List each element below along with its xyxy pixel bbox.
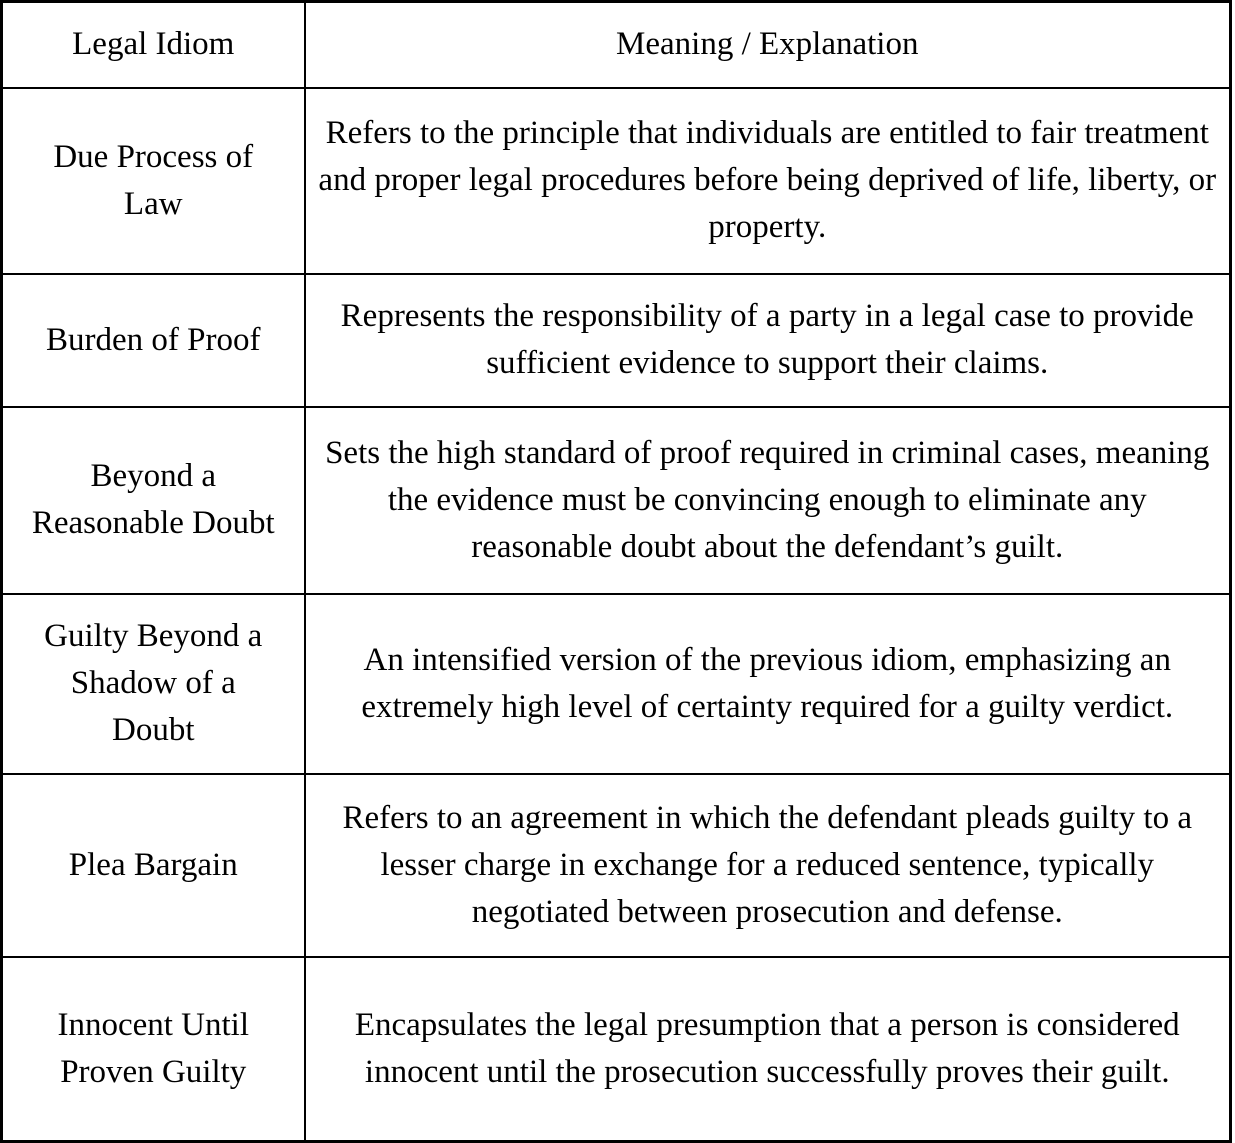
table-header	[2, 2, 1231, 88]
idiom-cell: Innocent Until Proven Guilty	[2, 957, 305, 1142]
idiom-cell: Guilty Beyond a Shadow of a Doubt	[2, 594, 305, 774]
table-row	[2, 88, 1231, 274]
table-row	[2, 957, 1231, 1142]
idiom-cell: Plea Bargain	[2, 774, 305, 957]
table-row	[2, 594, 1231, 774]
meaning-cell: Encapsulates the legal presumption that a person is considered innocent until the prosecution successfully proves their guilt.	[305, 957, 1231, 1142]
meaning-cell: Represents the responsibility of a party in a legal case to provide sufficient evidence to support their claims.	[305, 274, 1231, 407]
idiom-cell: Beyond a Reasonable Doubt	[2, 407, 305, 594]
table-row	[2, 274, 1231, 407]
table-body	[2, 88, 1231, 1142]
column-header-legal-idiom: Legal Idiom	[2, 2, 305, 88]
meaning-cell: Refers to the principle that individuals are entitled to fair treatment and proper legal procedures before being deprived of life, liberty, or property.	[305, 88, 1231, 274]
table-row	[2, 774, 1231, 957]
meaning-cell: Refers to an agreement in which the defendant pleads guilty to a lesser charge in exchange for a reduced sentence, typically negotiated between prosecution and defense.	[305, 774, 1231, 957]
meaning-cell: An intensified version of the previous idiom, emphasizing an extremely high level of certainty required for a guilty verdict.	[305, 594, 1231, 774]
meaning-cell: Sets the high standard of proof required in criminal cases, meaning the evidence must be convincing enough to eliminate any reasonable doubt about the defendant’s guilt.	[305, 407, 1231, 594]
idiom-cell: Due Process of Law	[2, 88, 305, 274]
column-header-meaning-explanation: Meaning / Explanation	[305, 2, 1231, 88]
idiom-cell: Burden of Proof	[2, 274, 305, 407]
table-row	[2, 407, 1231, 594]
header-row	[2, 2, 1231, 88]
